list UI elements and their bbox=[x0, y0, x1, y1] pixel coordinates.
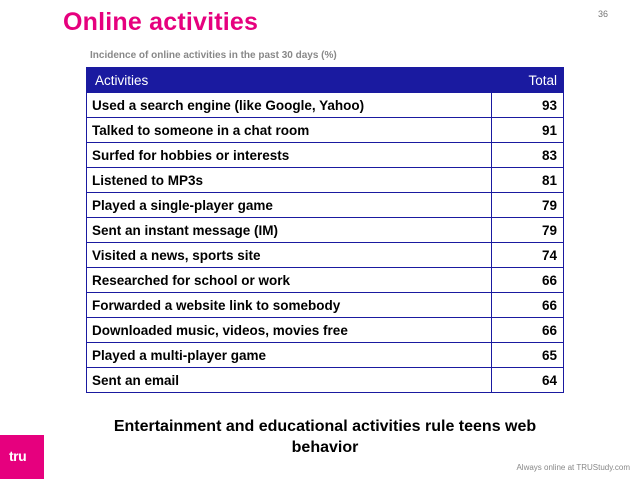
table-row bbox=[87, 368, 564, 393]
activity-cell: Downloaded music, videos, movies free bbox=[87, 318, 492, 343]
activity-cell: Used a search engine (like Google, Yahoo) bbox=[87, 93, 492, 118]
activity-cell: Listened to MP3s bbox=[87, 168, 492, 193]
activity-cell: Sent an instant message (IM) bbox=[87, 218, 492, 243]
table-row bbox=[87, 243, 564, 268]
total-cell: 83 bbox=[492, 143, 564, 168]
table-header-row bbox=[87, 68, 564, 93]
slide-title: Online activities bbox=[63, 8, 259, 36]
total-cell: 65 bbox=[492, 343, 564, 368]
header-activities: Activities bbox=[87, 68, 492, 93]
total-cell: 79 bbox=[492, 218, 564, 243]
conclusion-text: Entertainment and educational activities rule teens web behavior bbox=[113, 418, 537, 456]
activity-cell: Researched for school or work bbox=[87, 268, 492, 293]
table-row bbox=[87, 118, 564, 143]
page-number: 36 bbox=[597, 9, 608, 19]
table-body bbox=[87, 93, 564, 393]
table-row bbox=[87, 193, 564, 218]
activities-table bbox=[86, 67, 564, 393]
table-row bbox=[87, 93, 564, 118]
activity-cell: Played a multi-player game bbox=[87, 343, 492, 368]
total-cell: 79 bbox=[492, 193, 564, 218]
total-cell: 74 bbox=[492, 243, 564, 268]
table-row bbox=[87, 343, 564, 368]
activity-cell: Talked to someone in a chat room bbox=[87, 118, 492, 143]
table-row bbox=[87, 268, 564, 293]
activity-cell: Played a single-player game bbox=[87, 193, 492, 218]
total-cell: 66 bbox=[492, 293, 564, 318]
activity-cell: Forwarded a website link to somebody bbox=[87, 293, 492, 318]
table-row bbox=[87, 168, 564, 193]
footer-text: Always online at TRUStudy.com bbox=[516, 463, 630, 472]
tru-logo-text: tru bbox=[9, 448, 27, 464]
tru-logo bbox=[0, 435, 44, 479]
total-cell: 64 bbox=[492, 368, 564, 393]
activity-cell: Surfed for hobbies or interests bbox=[87, 143, 492, 168]
total-cell: 81 bbox=[492, 168, 564, 193]
header-total: Total bbox=[492, 68, 564, 93]
activity-cell: Visited a news, sports site bbox=[87, 243, 492, 268]
activity-cell: Sent an email bbox=[87, 368, 492, 393]
total-cell: 66 bbox=[492, 318, 564, 343]
table-row bbox=[87, 318, 564, 343]
table-subtitle: Incidence of online activities in the past 30 days (%) bbox=[90, 50, 337, 61]
table-row bbox=[87, 293, 564, 318]
total-cell: 93 bbox=[492, 93, 564, 118]
total-cell: 66 bbox=[492, 268, 564, 293]
table-row bbox=[87, 218, 564, 243]
total-cell: 91 bbox=[492, 118, 564, 143]
table-row bbox=[87, 143, 564, 168]
